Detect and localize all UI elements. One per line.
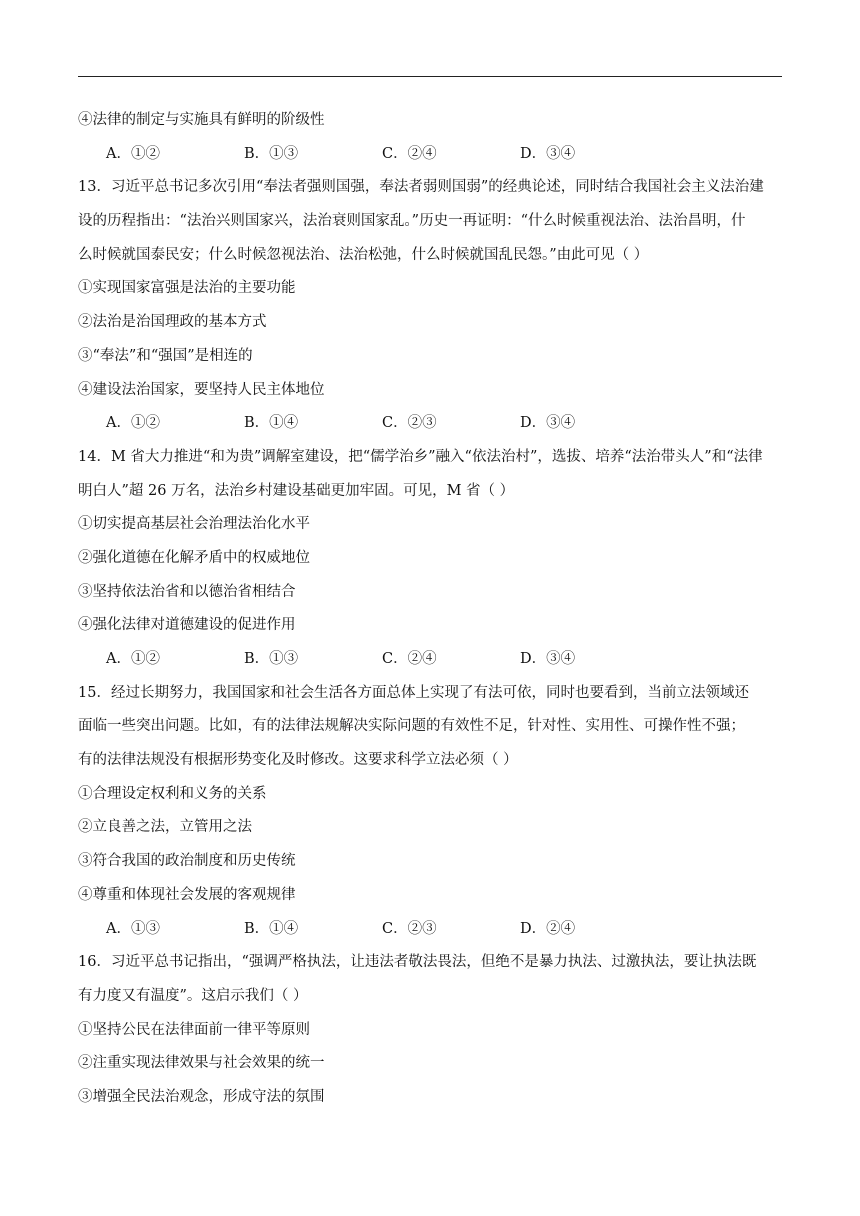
question-text: 么时候就国泰民安；什么时候忽视法治、法治松弛，什么时候就国乱民怨。”由此可见（ ） bbox=[78, 246, 649, 263]
statement: ④尊重和体现社会发展的客观规律 bbox=[78, 886, 296, 903]
question-14 bbox=[78, 441, 782, 677]
question-16 bbox=[78, 946, 782, 1114]
option-d: D．②④ bbox=[520, 920, 576, 937]
option-a: A．①② bbox=[106, 651, 160, 667]
option-a: A．①② bbox=[106, 145, 160, 162]
option-c: C．②④ bbox=[382, 651, 437, 667]
option-b: B．①③ bbox=[244, 145, 299, 162]
question-text: 14．M 省大力推进“和为贵”调解室建设，把“儒学治乡”融入“依法治村”，选拔、培养“法治带头人”和“法律 bbox=[78, 448, 763, 465]
statement: ①合理设定权利和义务的关系 bbox=[78, 785, 267, 802]
option-b: B．①④ bbox=[244, 415, 299, 432]
answer-options bbox=[78, 913, 782, 947]
option-c: C．②③ bbox=[382, 415, 437, 432]
statement: ④强化法律对道德建设的促进作用 bbox=[78, 617, 296, 634]
statement: ③增强全民法治观念，形成守法的氛围 bbox=[78, 1088, 325, 1105]
statement: ②注重实现法律效果与社会效果的统一 bbox=[78, 1055, 325, 1072]
option-c: C．②④ bbox=[382, 145, 437, 162]
option-d: D．③④ bbox=[520, 415, 576, 432]
statement: ①切实提高基层社会治理法治化水平 bbox=[78, 516, 310, 533]
question-15 bbox=[78, 677, 782, 947]
statement: ④法律的制定与实施具有鲜明的阶级性 bbox=[78, 112, 325, 128]
statement: ②强化道德在化解矛盾中的权威地位 bbox=[78, 549, 310, 566]
question-text: 有的法律法规没有根据形势变化及时修改。这要求科学立法必须（ ） bbox=[78, 752, 518, 769]
header-rule bbox=[78, 76, 782, 77]
question-text: 13．习近平总书记多次引用“奉法者强则国强，奉法者弱则国弱”的经典论述，同时结合我国社会主义法治建 bbox=[78, 179, 764, 196]
question-text: 面临一些突出问题。比如，有的法律法规解决实际问题的有效性不足，针对性、实用性、可操作性不强； bbox=[78, 718, 745, 735]
statement: ③“奉法”和“强国”是相连的 bbox=[78, 347, 253, 364]
option-c: C．②③ bbox=[382, 920, 437, 937]
question-13 bbox=[78, 171, 782, 441]
option-d: D．③④ bbox=[520, 651, 576, 667]
question-text: 明白人”超 26 万名，法治乡村建设基础更加牢固。可见，M 省（ ） bbox=[78, 482, 515, 499]
option-b: B．①④ bbox=[244, 920, 299, 937]
exam-content bbox=[78, 104, 782, 1115]
question-text: 15．经过长期努力，我国国家和社会生活各方面总体上实现了有法可依，同时也要看到，当前立法领域还 bbox=[78, 684, 749, 701]
statement: ①实现国家富强是法治的主要功能 bbox=[78, 280, 296, 297]
statement: ②法治是治国理政的基本方式 bbox=[78, 314, 267, 331]
answer-options bbox=[78, 407, 782, 441]
statement: ②立良善之法，立管用之法 bbox=[78, 819, 252, 836]
statement: ①坚持公民在法律面前一律平等原则 bbox=[78, 1021, 310, 1038]
answer-options bbox=[78, 643, 782, 677]
statement: ④建设法治国家，要坚持人民主体地位 bbox=[78, 381, 325, 398]
option-a: A．①③ bbox=[106, 920, 160, 937]
statement: ③符合我国的政治制度和历史传统 bbox=[78, 853, 296, 870]
question-text: 有力度又有温度”。这启示我们（ ） bbox=[78, 987, 308, 1004]
answer-options bbox=[78, 138, 782, 172]
option-b: B．①③ bbox=[244, 651, 299, 667]
statement: ③坚持依法治省和以德治省相结合 bbox=[78, 583, 296, 600]
question-text: 设的历程指出：“法治兴则国家兴，法治衰则国家乱。”历史一再证明：“什么时候重视法治、法治昌明，什 bbox=[78, 213, 746, 230]
option-a: A．①② bbox=[106, 415, 160, 432]
question-text: 16．习近平总书记指出，“强调严格执法，让违法者敬法畏法，但绝不是暴力执法、过激执法，要让执法既 bbox=[78, 954, 757, 971]
option-d: D．③④ bbox=[520, 145, 576, 162]
